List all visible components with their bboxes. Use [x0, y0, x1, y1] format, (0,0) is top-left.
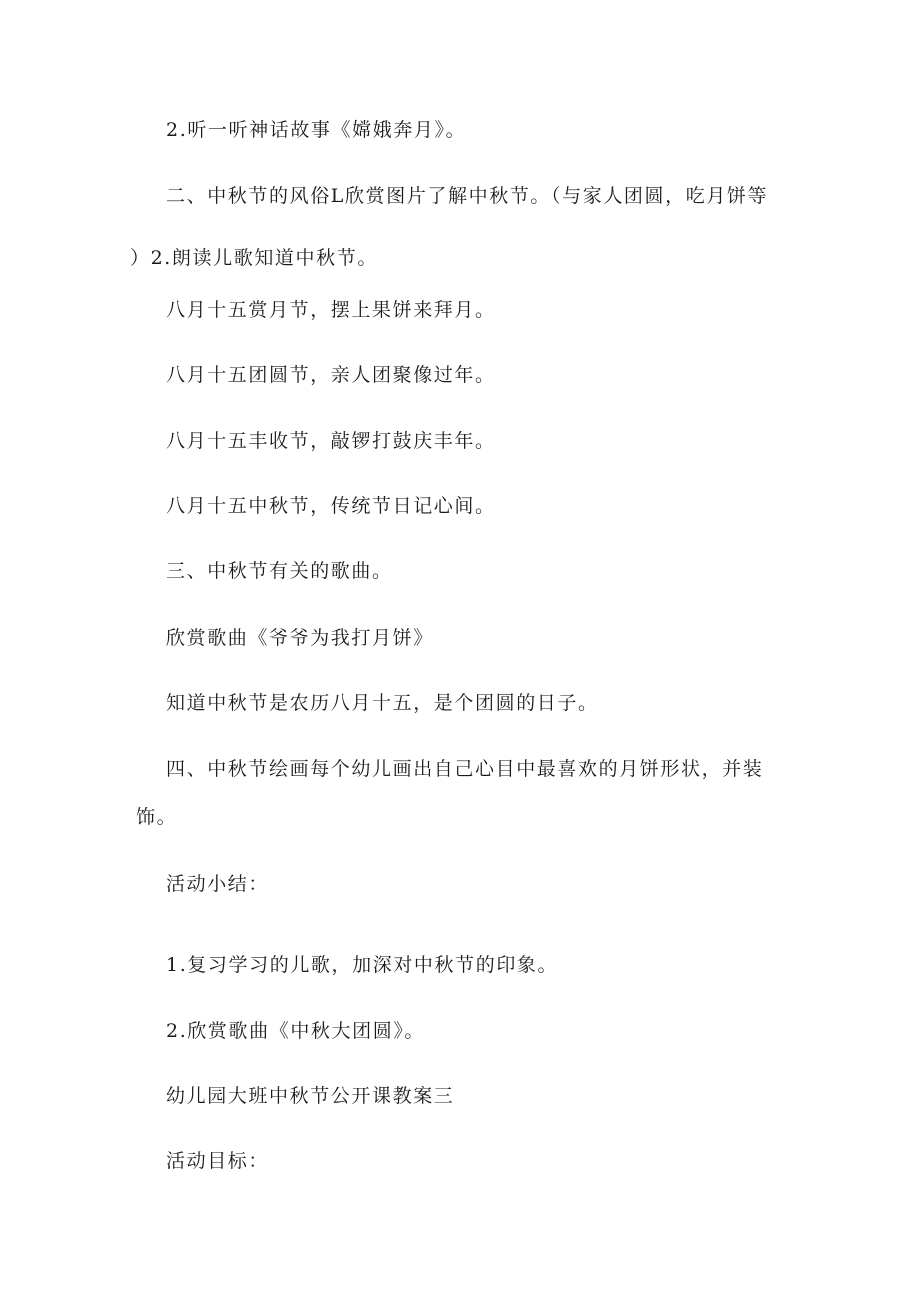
summary-item-2: 2.欣赏歌曲《中秋大团圆》。: [166, 1020, 426, 1042]
activity-goals-heading: 活动目标：: [166, 1150, 270, 1172]
paragraph-customs: [130, 180, 786, 275]
rhyme-line-1: 八月十五赏月节，摆上果饼来拜月。: [166, 299, 496, 321]
summary-item-1: 1.复习学习的儿歌，加深对中秋节的印象。: [166, 954, 559, 976]
paragraph-story: 2.听一听神话故事《嫦娥奔月》。: [166, 119, 467, 141]
rhyme-line-3: 八月十五丰收节，敲锣打鼓庆丰年。: [166, 430, 496, 452]
paragraph-drawing-line2: 饰。: [136, 806, 178, 828]
paragraph-customs-line2: ）2.朗读儿歌知道中秋节。: [130, 247, 378, 269]
activity-summary-heading: 活动小结：: [166, 873, 270, 895]
rhyme-line-2: 八月十五团圆节，亲人团聚像过年。: [166, 364, 496, 386]
festival-date-note: 知道中秋节是农历八月十五，是个团圆的日子。: [166, 692, 599, 714]
lesson-plan-three-title: 幼儿园大班中秋节公开课教案三: [166, 1085, 455, 1107]
paragraph-drawing: [136, 753, 786, 834]
paragraph-drawing-line1: 四、中秋节绘画每个幼儿画出自己心目中最喜欢的月饼形状，并装: [166, 758, 764, 780]
paragraph-customs-line1: 二、中秋节的风俗L欣赏图片了解中秋节。（与家人团圆，吃月饼等: [166, 185, 769, 207]
song-appreciation: 欣赏歌曲《爷爷为我打月饼》: [166, 627, 434, 649]
rhyme-line-4: 八月十五中秋节，传统节日记心间。: [166, 495, 496, 517]
section-songs-heading: 三、中秋节有关的歌曲。: [166, 560, 393, 582]
